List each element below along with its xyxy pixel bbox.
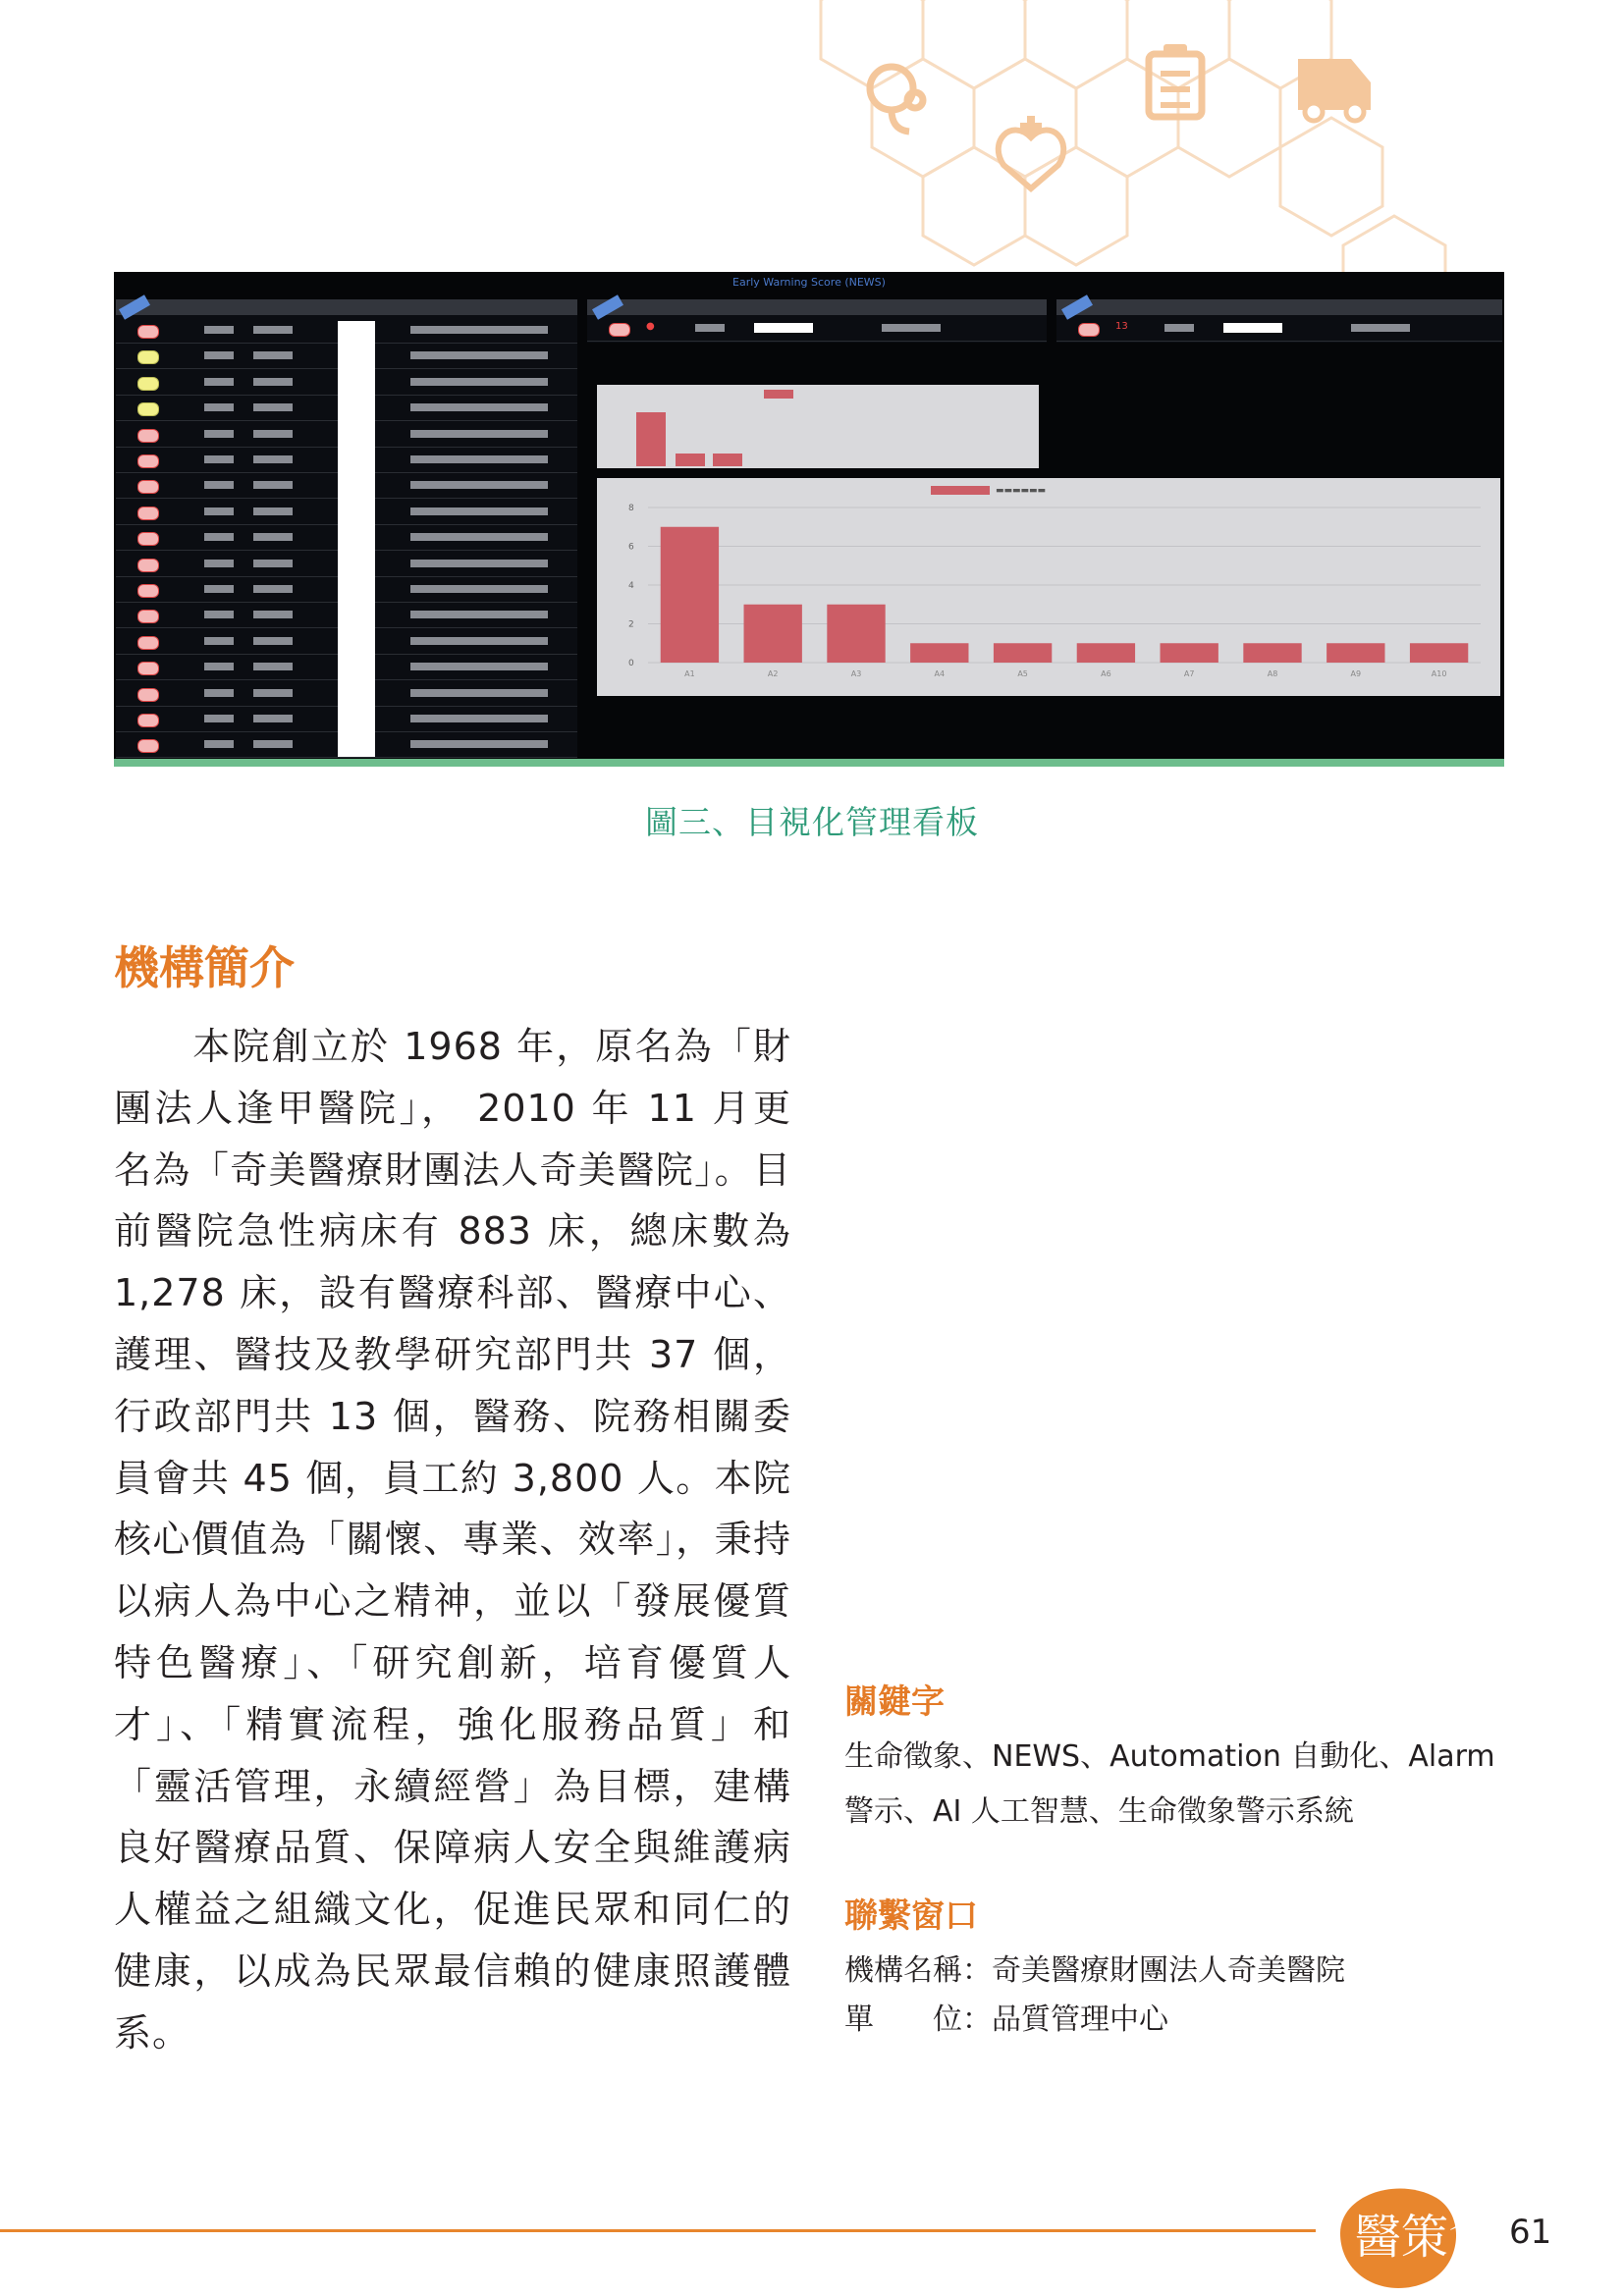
chart-bar [1077,643,1135,663]
chart-bar [827,605,885,663]
y-tick-label: 8 [628,504,634,513]
keywords-title: 關鍵字 [844,1682,945,1722]
chart-legend: ▬▬▬▬▬▬ [931,486,1046,496]
alarm-icon [137,480,159,494]
footer-rule [0,2229,1316,2232]
patient-list-panel [116,299,577,757]
x-tick-label: A1 [684,669,695,678]
small-bar-chart [597,385,1039,468]
alarm-icon [137,507,159,520]
contact-org: 機構名稱：奇美醫療財團法人奇美醫院 [844,1953,1345,1988]
alarm-icon [137,584,159,598]
y-tick-label: 2 [628,619,634,630]
chart-bar [661,527,719,663]
monitoring-dashboard-image [114,272,1504,759]
dashboard-title: Early Warning Score (NEWS) [732,276,886,289]
alarm-icon [137,429,159,443]
patient-panel-3: 13 [1056,299,1502,343]
figure-underline [114,759,1504,767]
x-tick-label: A2 [767,669,779,678]
contact-title: 聯繫窗口 [844,1896,978,1936]
patient-panel-2: ● [587,299,1047,343]
chart-bar [1326,643,1384,663]
x-tick-label: A5 [1017,669,1028,678]
alarm-icon [137,636,159,650]
alarm-icon [137,377,159,391]
chart-bar [994,643,1052,663]
alarm-icon [137,454,159,468]
y-tick-label: 0 [628,659,634,668]
alarm-icon [137,688,159,702]
x-tick-label: A4 [934,669,946,678]
bar-chart [597,478,1500,696]
chart-bar [1410,643,1468,663]
section-title: 機構簡介 [114,941,295,994]
alarm-icon [137,610,159,623]
contact-unit: 單 位：品質管理中心 [844,2002,1168,2037]
x-tick-label: A8 [1267,669,1278,678]
alarm-icon [137,739,159,753]
alarm-icon [137,662,159,675]
page-number: 61 [1509,2213,1552,2252]
x-tick-label: A7 [1183,669,1195,678]
chart-bar [1161,643,1218,663]
y-tick-label: 4 [628,581,634,591]
chart-bar [1243,643,1301,663]
alarm-icon [137,532,159,546]
chart-bar [744,605,802,663]
alarm-icon [137,350,159,364]
chart-plot [597,478,1500,696]
alarm-icon [137,402,159,416]
keywords-line-1: 生命徵象、NEWS、Automation 自動化、Alarm [844,1739,1495,1774]
alarm-icon [137,714,159,727]
chart-bar [910,643,968,663]
alarm-icon [137,325,159,339]
logo-icon [1321,2174,1517,2292]
logo-text: 醫策會 [1354,2210,1496,2265]
y-tick-label: 6 [628,542,634,553]
keywords-line-2: 警示、AI 人工智慧、生命徵象警示系統 [844,1794,1354,1829]
figure-caption: 圖三、目視化管理看板 [645,803,979,841]
x-tick-label: A9 [1350,669,1362,678]
body-paragraph: 本院創立於 1968 年，原名為「財團法人逢甲醫院」， 2010 年 11 月更名為「奇美醫療財團法人奇美醫院」。目前醫院急性病床有 883 床，總床數為 1,278 床，設有醫療科部、醫療中心、護理、醫技及教學研究部門共 37 個，行政部門共 13 個，醫務、院務相關委員會共 45 個，員工約 3,800 人。本院核心價值為「關懷、專業、效率」，秉持以病人為中心之精神，並以「發展優質特色醫療」、「研究創新，培育優質人才」、「精實流程，強化服務品質」和「靈活管理，永續經營」為目標，建構良好醫療品質、保障病人安全與維護病人權益之組織文化，促進民眾和同仁的健康，以成為民眾最信賴的健康照護體系。 [114,1025,791,2055]
x-tick-label: A10 [1431,669,1447,678]
x-tick-label: A6 [1101,669,1111,678]
x-tick-label: A3 [850,669,862,678]
alarm-icon [137,559,159,572]
